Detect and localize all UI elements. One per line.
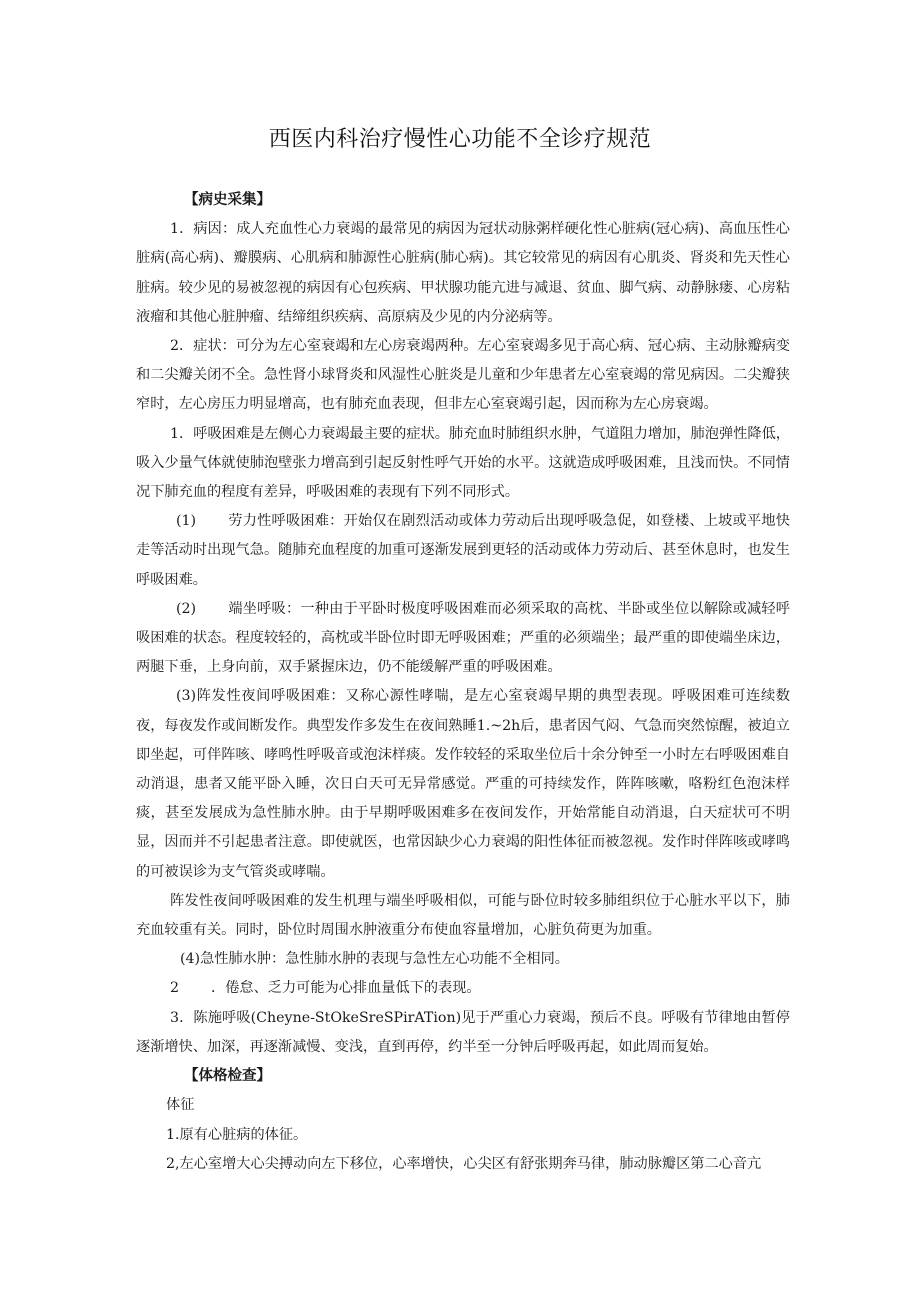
paragraph-signs-label: 体征 (166, 1097, 195, 1114)
item-text: ．倦怠、乏力可能为心排血量低下的表现。 (211, 980, 481, 997)
document-title: 西医内科治疗慢性心功能不全诊疗规范 (268, 127, 652, 152)
paragraph-orthopnea (136, 595, 790, 683)
item-text: 劳力性呼吸困难：开始仅在剧烈活动或体力劳动后出现呼吸急促，如登楼、上坡或平地快走等活动时出现气急。随肺充血程度的加重可逐渐发展到更轻的活动或体力劳动后、甚至休息时，也发生呼吸困难。 (136, 513, 790, 588)
paragraph-pulmonary-edema: (4)急性肺水肿：急性肺水肿的表现与急性左心功能不全相同。 (180, 951, 569, 968)
paragraph-dyspnea: 1．呼吸困难是左侧心力衰竭最主要的症状。肺充血时肺组织水肿，气道阻力增加，肺泡弹性降低，吸入少量气体就使肺泡壁张力增高到引起反射性呼气开始的水平。这就造成呼吸困难，且浅而快。不同情况下肺充血的程度有差异，呼吸困难的表现有下列不同形式。 (136, 425, 790, 501)
paragraph-etiology: 1．病因：成人充血性心力衰竭的最常见的病因为冠状动脉粥样硬化性心脏病(冠心病)、高血压性心脏病(高心病)、瓣膜病、心肌病和肺源性心脏病(肺心病)。其它较常见的病因有心肌炎、肾炎和先天性心脏病。较少见的易被忽视的病因有心包疾病、甲状腺功能亢进与减退、贫血、脚气病、动静脉瘘、心房粘液瘤和其他心脏肿瘤、结缔组织疾病、高原病及少见的内分泌病等。 (136, 221, 790, 325)
item-number: 2 (170, 980, 180, 997)
paragraph-fatigue (136, 974, 790, 1003)
paragraph-sign-2: 2,左心室增大心尖搏动向左下移位，心率增快，心尖区有舒张期奔马律，肺动脉瓣区第二心音亢 (166, 1155, 762, 1172)
item-text: 端坐呼吸：一种由于平卧时极度呼吸困难而必须采取的高枕、半卧或坐位以解除或减轻呼吸困难的状态。程度较轻的，高枕或半卧位时即无呼吸困难；严重的必须端坐；最严重的即使端坐床边，两腿下垂，上身向前，双手紧握床边，仍不能缓解严重的呼吸困难。 (136, 600, 790, 676)
item-number: (2) (176, 600, 197, 617)
section-heading-history: 【病史采集】 (184, 192, 271, 208)
paragraph-sign-1: 1.原有心脏病的体征。 (166, 1126, 308, 1143)
paragraph-symptoms: 2．症状：可分为左心室衰竭和左心房衰竭两种。左心室衰竭多见于高心病、冠心病、主动脉瓣病变和二尖瓣关闭不全。急性肾小球肾炎和风湿性心脏炎是儿童和少年患者左心室衰竭的常见病因。二尖瓣狭窄时，左心房压力明显增高，也有肺充血表现，但非左心室衰竭引起，因而称为左心房衰竭。 (136, 338, 790, 413)
paragraph-mechanism: 阵发性夜间呼吸困难的发生机理与端坐呼吸相似，可能与卧位时较多肺组织位于心脏水平以下，肺充血较重有关。同时，卧位时周围水肿液重分布使血容量增加，心脏负荷更为加重。 (136, 892, 790, 939)
section-heading-physical-exam: 【体格检查】 (184, 1068, 271, 1085)
paragraph-nocturnal-dyspnea: (3)阵发性夜间呼吸困难：又称心源性哮喘，是左心室衰竭早期的典型表现。呼吸困难可连续数夜，每夜发作或间断发作。典型发作多发生在夜间熟睡1.~2h后，患者因气闷、气急而突然惊醒，被迫立即坐起，可伴阵咳、哮鸣性呼吸音或泡沫样痰。发作较轻的采取坐位后十余分钟至一小时左右呼吸困难自动消退，患者又能平卧入睡，次日白天可无异常感觉。严重的可持续发作，阵阵咳嗽，咯粉红色泡沫样痰，甚至发展成为急性肺水肿。由于早期呼吸困难多在夜间发作，开始常能自动消退，白天症状可不明显，因而并不引起患者注意。即使就医，也常因缺少心力衰竭的阳性体征而被忽视。发作时伴阵咳或哮鸣的可被误诊为支气管炎或哮喘。 (136, 688, 790, 880)
paragraph-exertional-dyspnea (136, 507, 790, 595)
item-number: (1) (176, 513, 197, 530)
document-body (136, 186, 790, 1179)
paragraph-cheyne-stokes: 3．陈施呼吸(Cheyne-StOkeSreSPirATion)见于严重心力衰竭，预后不良。呼吸有节律地由暂停逐渐增快、加深，再逐渐减慢、变浅，直到再停，约半至一分钟后呼吸再起，如此周而复始。 (136, 1009, 790, 1055)
